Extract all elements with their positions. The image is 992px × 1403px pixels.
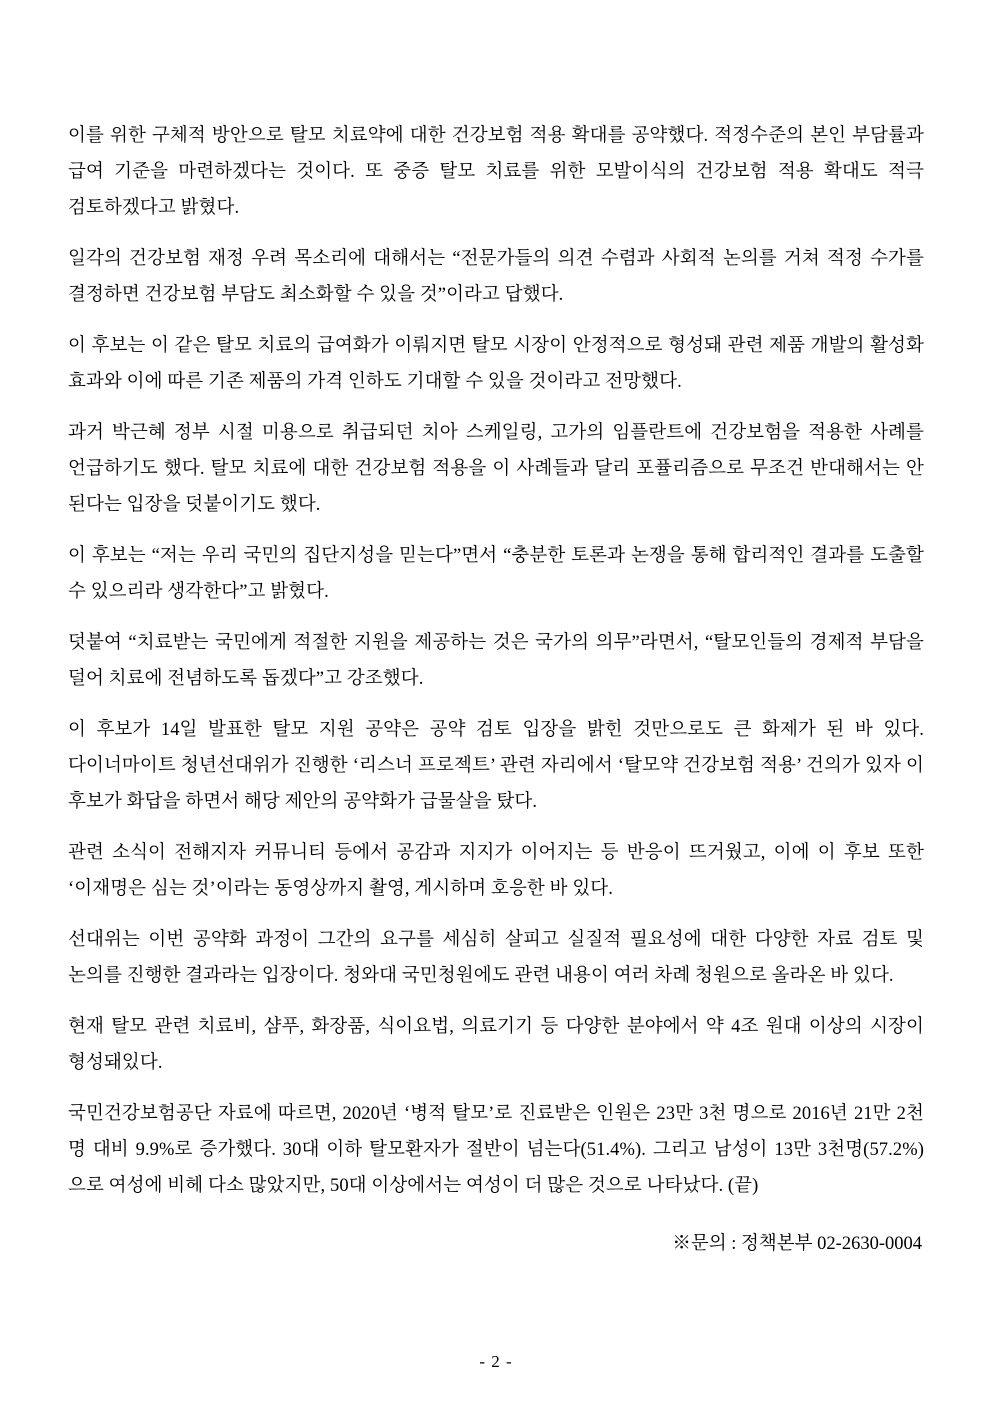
document-body (68, 118, 924, 1260)
paragraph: 이를 위한 구체적 방안으로 탈모 치료약에 대한 건강보험 적용 확대를 공약했다. 적정수준의 본인 부담률과 급여 기준을 마련하겠다는 것이다. 또 중증 탈모 치료를 위한 모발이식의 건강보험 적용 확대도 적극 검토하겠다고 밝혔다. (68, 126, 924, 218)
paragraph: 과거 박근혜 정부 시절 미용으로 취급되던 치아 스케일링, 고가의 임플란트에 건강보험을 적용한 사례를 언급하기도 했다. 탈모 치료에 대한 건강보험 적용을 이 사례들과 달리 포퓰리즘으로 무조건 반대해서는 안 된다는 입장을 덧붙이기도 했다. (68, 423, 924, 515)
paragraph: 덧붙여 “치료받는 국민에게 적절한 지원을 제공하는 것은 국가의 의무”라면서, “탈모인들의 경제적 부담을 덜어 치료에 전념하도록 돕겠다”고 강조했다. (68, 633, 924, 689)
paragraph: 국민건강보험공단 자료에 따르면, 2020년 ‘병적 탈모’로 진료받은 인원은 23만 3천 명으로 2016년 21만 2천 명 대비 9.9%로 증가했다. 30대 이하 탈모환자가 절반이 넘는다(51.4%). 그리고 남성이 13만 3천명(57.2%)으로 여성에 비헤 다소 많았지만, 50대 이상에서는 여성이 더 많은 것으로 나타났다. (끝) (68, 1104, 924, 1196)
paragraph: 일각의 건강보험 재정 우려 목소리에 대해서는 “전문가들의 의견 수렴과 사회적 논의를 거쳐 적정 수가를 결정하면 건강보험 부담도 최소화할 수 있을 것”이라고 답했다. (68, 249, 924, 305)
paragraph: 이 후보는 “저는 우리 국민의 집단지성을 믿는다”면서 “충분한 토론과 논쟁을 통해 합리적인 결과를 도출할 수 있으리라 생각한다”고 밝혔다. (68, 546, 924, 602)
paragraph: 현재 탈모 관련 치료비, 샴푸, 화장품, 식이요법, 의료기기 등 다양한 분야에서 약 4조 원대 이상의 시장이 형성돼있다. (68, 1017, 924, 1073)
paragraph: 이 후보는 이 같은 탈모 치료의 급여화가 이뤄지면 탈모 시장이 안정적으로 형성돼 관련 제품 개발의 활성화 효과와 이에 따른 기존 제품의 가격 인하도 기대할 수 있을 것이라고 전망했다. (68, 336, 924, 392)
contact-line: ※문의 : 정책본부 02-2630-0004 (672, 1234, 922, 1254)
paragraph: 관련 소식이 전해지자 커뮤니티 등에서 공감과 지지가 이어지는 등 반응이 뜨거웠고, 이에 이 후보 또한 ‘이재명은 심는 것’이라는 동영상까지 촬영, 게시하며 호응한 바 있다. (68, 843, 924, 899)
paragraph: 이 후보가 14일 발표한 탈모 지원 공약은 공약 검토 입장을 밝힌 것만으로도 큰 화제가 된 바 있다. 다이너마이트 청년선대위가 진행한 ‘리스너 프로젝트’ 관련 자리에서 ‘탈모약 건강보험 적용’ 건의가 있자 이 후보가 화답을 하면서 해당 제안의 공약화가 급물살을 탔다. (68, 720, 924, 812)
page-number: - 2 - (479, 1352, 513, 1371)
paragraph: 선대위는 이번 공약화 과정이 그간의 요구를 세심히 살피고 실질적 필요성에 대한 다양한 자료 검토 및 논의를 진행한 결과라는 입장이다. 청와대 국민청원에도 관련 내용이 여러 차례 청원으로 올라온 바 있다. (68, 930, 924, 986)
